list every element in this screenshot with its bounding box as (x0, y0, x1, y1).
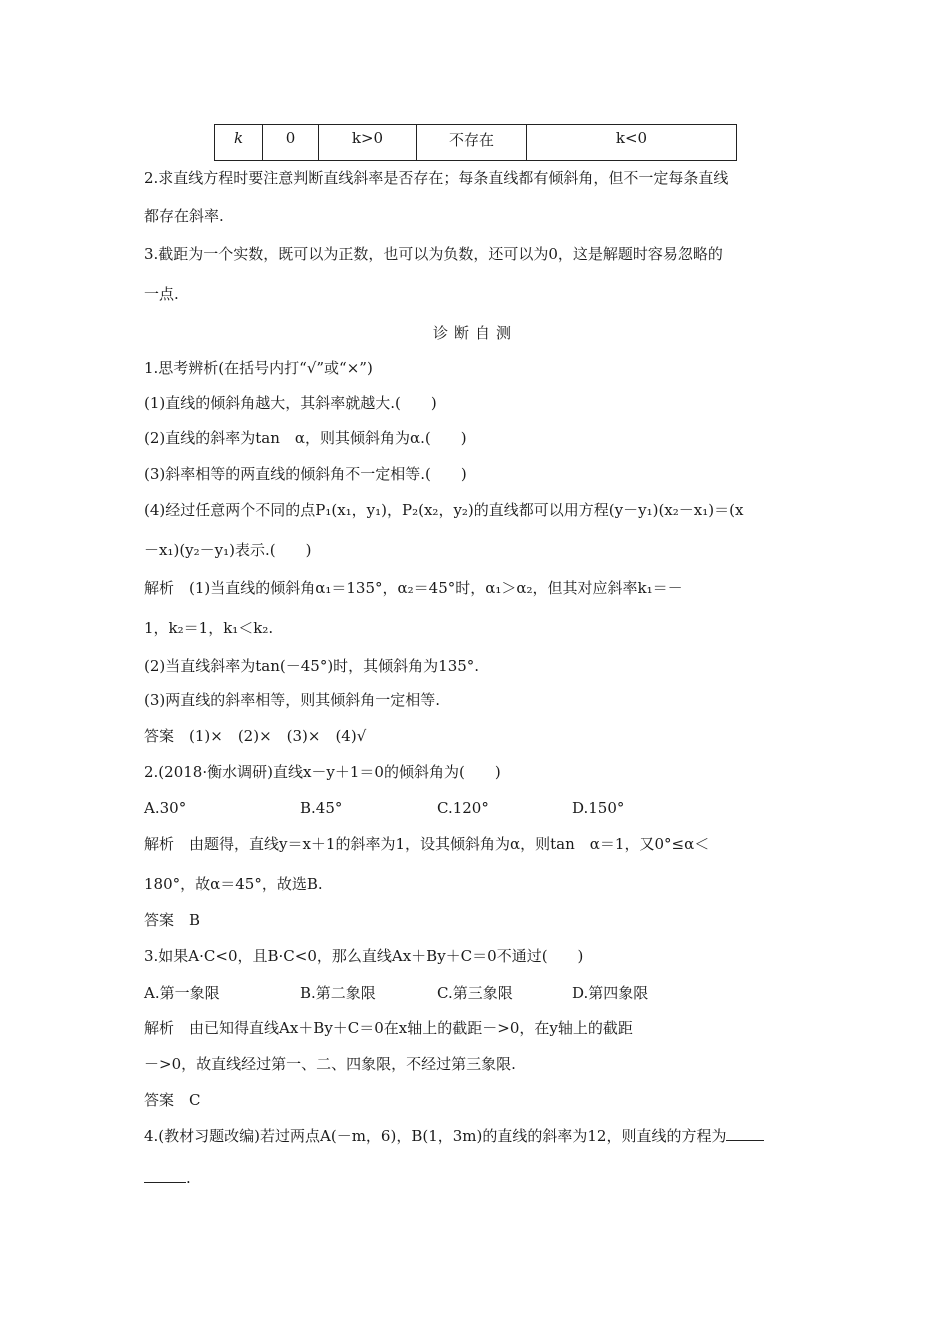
q1-stem: 1.思考辨析(在括号内打“√”或“×”) (144, 359, 373, 377)
q1-statement-2: (2)直线的斜率为tan α，则其倾斜角为α.( ) (144, 429, 467, 447)
table-cell: k (215, 125, 263, 161)
q3-analysis-line-2: －>0，故直线经过第一、二、四象限，不经过第三象限. (144, 1055, 516, 1073)
q3-option-b: B.第二象限 (300, 984, 376, 1002)
q2-option-d: D.150° (572, 799, 625, 817)
table-cell: k>0 (319, 125, 417, 161)
q1-analysis-line-1: 解析 (1)当直线的倾斜角α₁＝135°，α₂＝45°时，α₁＞α₂，但其对应斜率k₁＝－ (144, 579, 683, 597)
q2-option-b: B.45° (300, 799, 343, 817)
q3-answer: 答案 C (144, 1091, 201, 1109)
q1-statement-4-line-1: (4)经过任意两个不同的点P₁(x₁，y₁)，P₂(x₂，y₂)的直线都可以用方程(y－y₁)(x₂－x₁)＝(x (144, 501, 744, 519)
q1-statement-3: (3)斜率相等的两直线的倾斜角不一定相等.( ) (144, 465, 467, 483)
q3-stem: 3.如果A·C<0，且B·C<0，那么直线Ax＋By＋C＝0不通过( ) (144, 947, 584, 965)
note-3-line-1: 3.截距为一个实数，既可以为正数，也可以为负数，还可以为0，这是解题时容易忽略的 (144, 245, 723, 263)
table-cell: 0 (263, 125, 319, 161)
q4-stem-line (144, 1126, 764, 1146)
q2-option-a: A.30° (144, 799, 187, 817)
q4-tail: . (186, 1169, 191, 1187)
q1-analysis-2: (2)当直线斜率为tan(－45°)时，其倾斜角为135°. (144, 657, 480, 675)
q1-statement-4-line-2: －x₁)(y₂－y₁)表示.( ) (144, 541, 312, 559)
q2-stem: 2.(2018·衡水调研)直线x－y＋1＝0的倾斜角为( ) (144, 763, 501, 781)
note-2-line-1: 2.求直线方程时要注意判断直线斜率是否存在；每条直线都有倾斜角，但不一定每条直线 (144, 169, 729, 187)
slope-table (214, 124, 737, 161)
table-cell: 不存在 (417, 125, 527, 161)
q4-stem: 4.(教材习题改编)若过两点A(－m，6)，B(1，3m)的直线的斜率为12，则直线的方程为 (144, 1127, 727, 1145)
table-cell: k<0 (527, 125, 737, 161)
q3-option-a: A.第一象限 (144, 984, 220, 1002)
q2-analysis-line-1: 解析 由题得，直线y＝x＋1的斜率为1，设其倾斜角为α，则tan α＝1，又0°≤α＜ (144, 835, 710, 853)
q2-analysis-line-2: 180°，故α＝45°，故选B. (144, 875, 323, 893)
q3-analysis-line-1: 解析 由已知得直线Ax＋By＋C＝0在x轴上的截距－>0，在y轴上的截距 (144, 1019, 633, 1037)
q1-analysis-line-2: 1，k₂＝1，k₁＜k₂. (144, 619, 274, 637)
q3-option-d: D.第四象限 (572, 984, 649, 1002)
q1-answer: 答案 (1)× (2)× (3)× (4)√ (144, 727, 367, 745)
q1-analysis-3: (3)两直线的斜率相等，则其倾斜角一定相等. (144, 691, 441, 709)
answer-blank-continued (144, 1168, 186, 1183)
section-title: 诊断自测 (432, 324, 517, 342)
q2-option-c: C.120° (437, 799, 489, 817)
note-3-line-2: 一点. (144, 285, 179, 303)
q2-answer: 答案 B (144, 911, 201, 929)
q3-option-c: C.第三象限 (437, 984, 513, 1002)
q1-statement-1: (1)直线的倾斜角越大，其斜率就越大.( ) (144, 394, 437, 412)
answer-blank (726, 1126, 764, 1141)
table-row (215, 125, 737, 161)
note-2-line-2: 都存在斜率. (144, 207, 224, 225)
q4-tail-line (144, 1168, 191, 1188)
